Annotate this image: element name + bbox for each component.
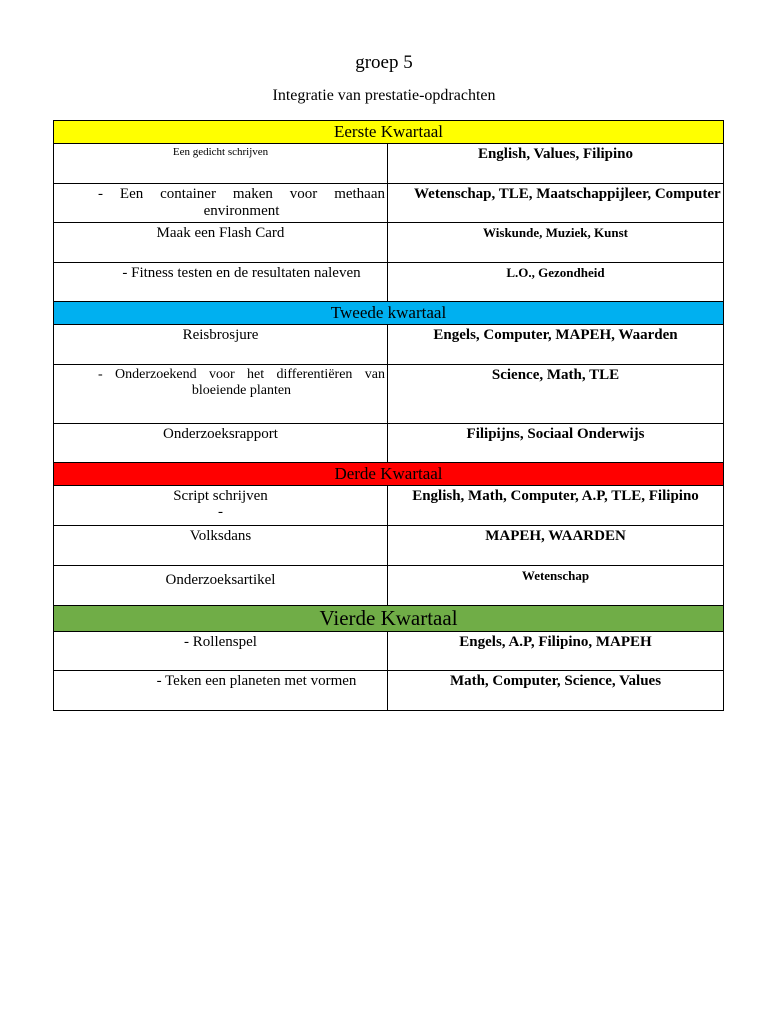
activity-dash: -	[218, 504, 223, 520]
subjects-cell: Filipijns, Sociaal Onderwijs	[388, 424, 724, 463]
table-row	[54, 566, 724, 606]
integration-table	[53, 120, 724, 711]
table-row	[54, 632, 724, 671]
table-row	[54, 223, 724, 263]
activity-cell: Onderzoeksrapport	[54, 424, 388, 463]
table-row	[54, 526, 724, 566]
quarter-1-header: Eerste Kwartaal	[54, 121, 724, 144]
subjects-cell: L.O., Gezondheid	[388, 263, 724, 302]
quarter-3-header-row	[54, 463, 724, 486]
quarter-3-header: Derde Kwartaal	[54, 463, 724, 486]
table-row	[54, 325, 724, 365]
subjects-cell: Engels, Computer, MAPEH, Waarden	[388, 325, 724, 365]
activity-cell: Reisbrosjure	[54, 325, 388, 365]
quarter-4-header-row	[54, 606, 724, 632]
table-row	[54, 424, 724, 463]
table-row	[54, 263, 724, 302]
activity-cell	[54, 486, 388, 526]
activity-cell: Maak een Flash Card	[54, 223, 388, 263]
table-row	[54, 184, 724, 223]
table-row	[54, 365, 724, 424]
activity-cell: - Teken een planeten met vormen	[54, 671, 388, 711]
activity-cell: Een gedicht schrijven	[54, 144, 388, 184]
subjects-cell: English, Math, Computer, A.P, TLE, Filipino	[388, 486, 724, 526]
subjects-cell: Engels, A.P, Filipino, MAPEH	[388, 632, 724, 671]
quarter-1-header-row	[54, 121, 724, 144]
subjects-cell: Math, Computer, Science, Values	[388, 671, 724, 711]
document-subtitle: Integratie van prestatie-opdrachten	[272, 87, 496, 104]
subjects-text: Wetenschap, TLE, Maatschappijleer, Computer	[414, 186, 721, 202]
subjects-cell: Science, Math, TLE	[388, 365, 724, 424]
activity-cell: - Een container maken voor methaan environment	[54, 184, 388, 223]
activity-cell: Onderzoeksartikel	[54, 566, 388, 606]
quarter-4-header: Vierde Kwartaal	[54, 606, 724, 632]
subjects-cell: Wiskunde, Muziek, Kunst	[388, 223, 724, 263]
table-row	[54, 486, 724, 526]
document-title: groep 5	[355, 52, 413, 73]
table-row	[54, 671, 724, 711]
activity-cell: - Rollenspel	[54, 632, 388, 671]
activity-cell: - Fitness testen en de resultaten naleven	[54, 263, 388, 302]
subjects-cell: Wetenschap	[388, 566, 724, 606]
activity-cell: Volksdans	[54, 526, 388, 566]
activity-cell: - Onderzoekend voor het differentiëren van bloeiende planten	[54, 365, 388, 424]
quarter-2-header: Tweede kwartaal	[54, 302, 724, 325]
quarter-2-header-row	[54, 302, 724, 325]
activity-text: Script schrijven	[173, 488, 268, 504]
subjects-cell	[388, 184, 724, 223]
subjects-cell: English, Values, Filipino	[388, 144, 724, 184]
subjects-cell: MAPEH, WAARDEN	[388, 526, 724, 566]
table-row	[54, 144, 724, 184]
